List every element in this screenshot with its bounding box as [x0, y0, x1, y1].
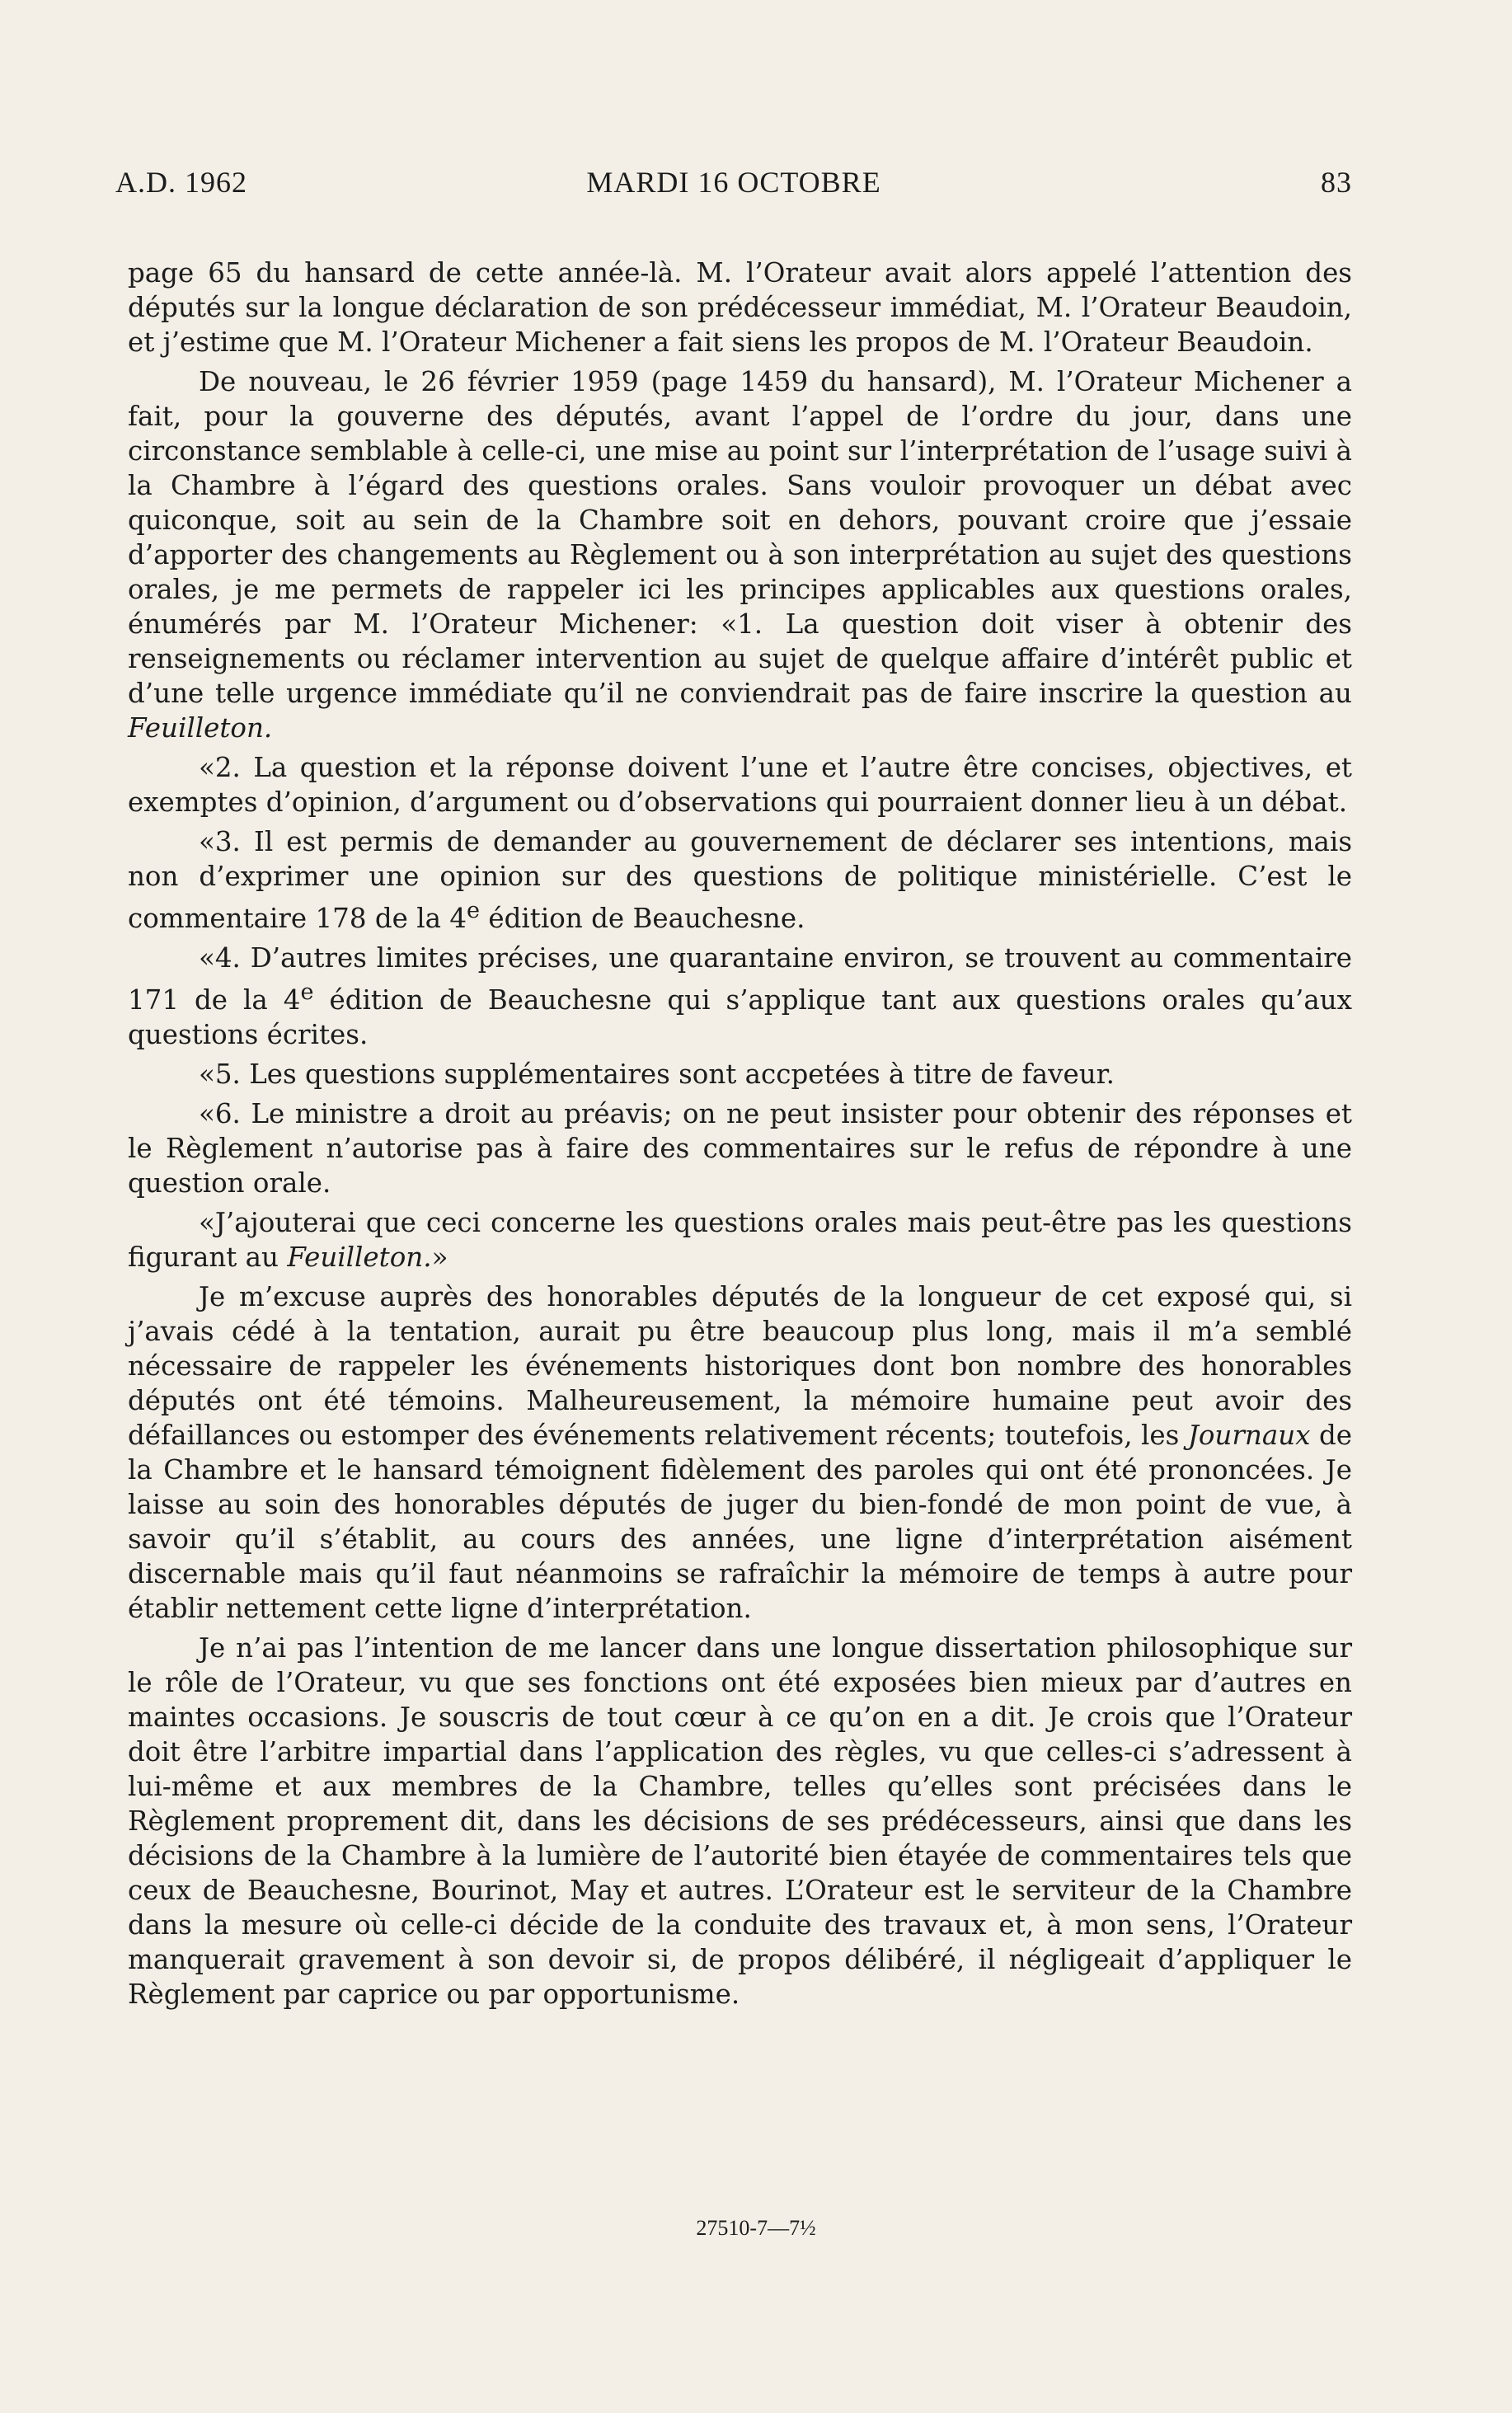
paragraph-1: page 65 du hansard de cette année-là. M. l’Orateur avait alors appelé l’attention des députés sur la longue déclaration de son prédécesseur immédiat, M. l’Orateur Beaudoin, et j’estime que M. l’Orateur Michener a fait siens les propos de M. l’Orateur Beaudoin. [128, 257, 1352, 358]
running-header [115, 165, 1352, 206]
feuilleton-ref: Feuilleton. [128, 712, 273, 744]
header-date: MARDI 16 OCTOBRE [586, 166, 881, 199]
paragraph-4-text: «3. Il est permis de demander au gouvernement de déclarer ses intentions, mais non d’exprimer une opinion sur des questions de politique ministérielle. C’est le commentaire 178 de la 4 [128, 826, 1352, 934]
header-year: A.D. 1962 [115, 166, 247, 199]
paragraph-4-tail: édition de Beauchesne. [480, 902, 805, 934]
paragraph-2 [128, 364, 1352, 745]
paragraph-6: «5. Les questions supplémentaires sont accpetées à titre de faveur. [199, 1058, 1115, 1090]
paragraph-2-text: De nouveau, le 26 février 1959 (page 1459 du hansard), M. l’Orateur Michener a fait, pour la gouverne des députés, avant l’appel de l’ordre du jour, dans une circonstance semblable à celle-ci, une mise au point sur l’interprétation de l’usage suivi à la Chambre à l’égard des questions orales. Sans vouloir provoquer un débat avec quiconque, soit au sein de la Chambre soit en dehors, pouvant croire que j’essaie d’apporter des changements au Règlement ou à son interprétation au sujet des questions orales, je me permets de rappeler ici les principes applicables aux questions orales, énumérés par M. l’Orateur Michener: «1. La question doit viser à obtenir des renseignements ou réclamer intervention au sujet de quelque affaire d’intérêt public et d’une telle urgence immédiate qu’il ne conviendrait pas de faire inscrire la question au [128, 366, 1352, 709]
paragraph-9 [128, 1279, 1352, 1626]
paragraph-9-tail: de la Chambre et le hansard témoignent fidèlement des paroles qui ont été prononcées. Je laisse au soin des honorables députés de juger du bien-fondé de mon point de vue, à savoir qu’il s’établit, au cours des années, une ligne d’interprétation aisément discernable mais qu’il faut néanmoins se rafraîchir la mémoire de temps à autre pour établir nettement cette ligne d’interprétation. [128, 1419, 1352, 1624]
paragraph-5-text: «4. D’autres limites précises, une quarantaine environ, se trouvent au commentaire 171 de la 4 [128, 941, 1352, 1016]
paragraph-7: «6. Le ministre a droit au préavis; on ne peut insister pour obtenir des réponses et le Règlement n’autorise pas à faire des commentaires sur le refus de répondre à une question orale. [128, 1097, 1352, 1199]
paragraph-9-text: Je m’excuse auprès des honorables députés de la longueur de cet exposé qui, si j’avais cédé à la tentation, aurait pu être beaucoup plus long, mais il m’a semblé nécessaire de rappeler les événements historiques dont bon nombre des honorables députés ont été témoins. Malheureusement, la mémoire humaine peut avoir des défaillances ou estomper des événements relativement récents; toutefois, les [128, 1280, 1352, 1451]
edition-superscript: e [300, 979, 314, 1005]
paragraph-8-text: «J’ajouterai que ceci concerne les questions orales mais peut-être pas les questions figurant au [128, 1206, 1352, 1273]
page-number: 83 [1321, 166, 1352, 199]
edition-superscript: e [467, 898, 481, 923]
paragraph-10: Je n’ai pas l’intention de me lancer dans une longue dissertation philosophique sur le rôle de l’Orateur, vu que ses fonctions ont été exposées bien mieux par d’autres en maintes occasions. Je souscris de tout cœur à ce qu’on en a dit. Je crois que l’Orateur doit être l’arbitre impartial dans l’application des règles, vu que celles-ci s’adressent à lui-même et aux membres de la Chambre, telles qu’elles sont précisées dans le Règlement proprement dit, dans les décisions de ses prédécesseurs, ainsi que dans les décisions de la Chambre à la lumière de l’autorité bien étayée de commentaires tels que ceux de Beauchesne, Bourinot, May et autres. L’Orateur est le serviteur de la Chambre dans la mesure où celle-ci décide de la conduite des travaux et, à mon sens, l’Orateur manquerait gravement à son devoir si, de propos délibéré, il négligeait d’appliquer le Règlement par caprice ou par opportunisme. [128, 1631, 1352, 2010]
print-signature: 27510-7—7½ [696, 2216, 816, 2240]
paragraph-5 [128, 941, 1352, 1052]
paragraph-8 [128, 1205, 1352, 1275]
feuilleton-ref: Feuilleton. [287, 1241, 432, 1273]
closing-quote: » [431, 1241, 448, 1273]
paragraph-3: «2. La question et la réponse doivent l’une et l’autre être concises, objectives, et exemptes d’opinion, d’argument ou d’observations qui pourraient donner lieu à un débat. [128, 752, 1352, 818]
paragraph-4 [128, 824, 1352, 936]
paragraph-5-tail: édition de Beauchesne qui s’applique tant aux questions orales qu’aux questions écrites. [128, 984, 1352, 1050]
journaux-ref: Journaux [1187, 1419, 1311, 1451]
body-text [128, 256, 1352, 2016]
